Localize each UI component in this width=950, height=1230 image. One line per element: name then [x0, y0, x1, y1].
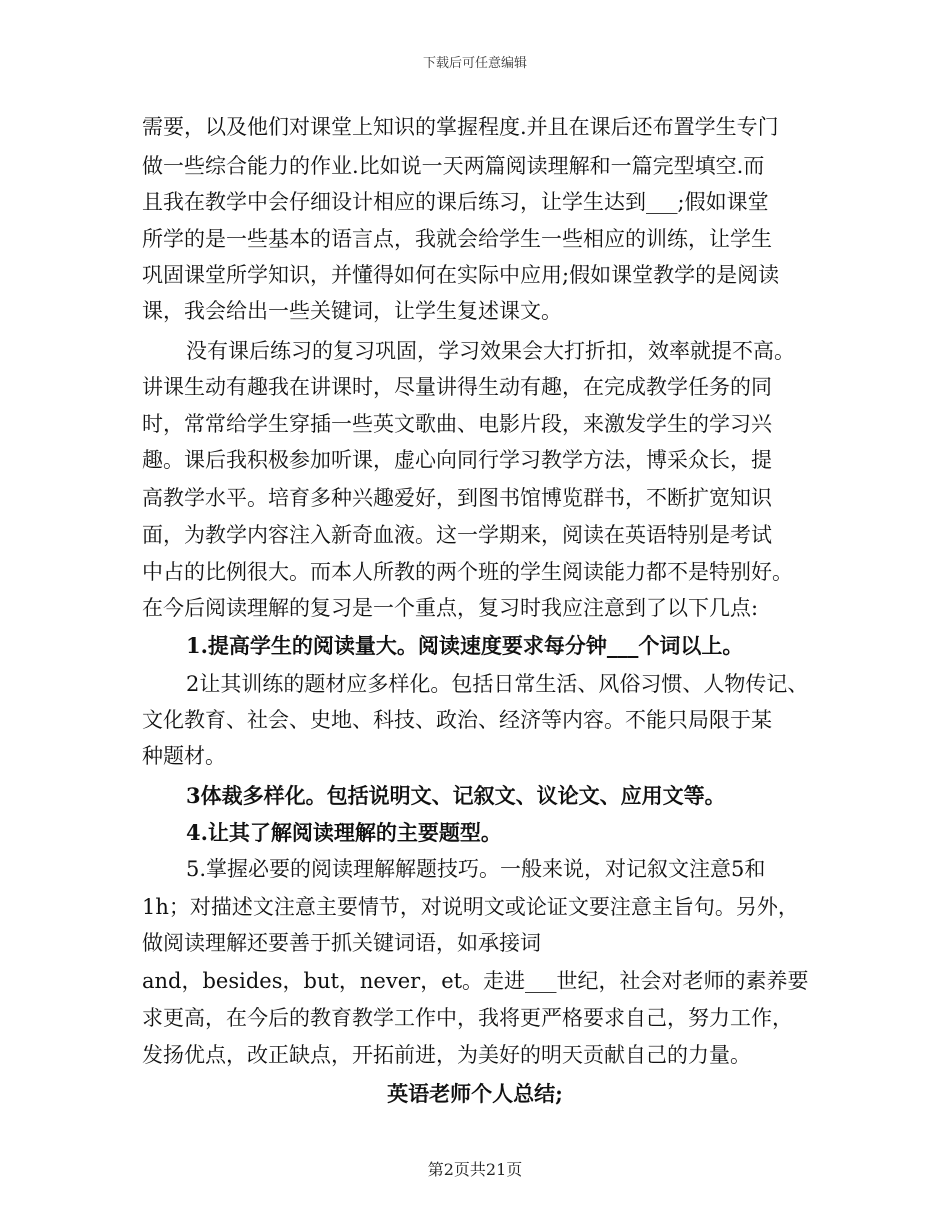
body-line: 巩固课堂所学知识，并懂得如何在实际中应用;假如课堂教学的是阅读	[142, 263, 780, 287]
body-line: 做一些综合能力的作业.比如说一天两篇阅读理解和一篇完型填空.而	[142, 154, 765, 178]
body-line: 发扬优点，改正缺点，开拓前进，为美好的明天贡献自己的力量。	[142, 1043, 751, 1067]
section-title: 英语老师个人总结;	[387, 1081, 563, 1106]
body-line: 时，常常给学生穿插一些英文歌曲、电影片段，来激发学生的学习兴	[142, 412, 772, 436]
body-line: 在今后阅读理解的复习是一个重点，复习时我应注意到了以下几点:	[142, 596, 759, 620]
body-line: 讲课生动有趣我在讲课时，尽量讲得生动有趣，在完成教学任务的同	[142, 375, 772, 399]
list-item: 5.掌握必要的阅读理解解题技巧。一般来说，对记叙文注意5和	[186, 857, 766, 881]
body-line: 文化教育、社会、史地、科技、政治、经济等内容。不能只局限于某	[142, 708, 772, 732]
body-line: 课，我会给出一些关键词，让学生复述课文。	[142, 299, 562, 323]
page-header: 下载后可任意编辑	[422, 56, 527, 71]
list-item-bold: 4.让其了解阅读理解的主要题型。	[186, 820, 502, 845]
body-line: 且我在教学中会仔细设计相应的课后练习，让学生达到___;假如课堂	[142, 190, 769, 214]
page-number: 第2页共21页	[427, 1160, 523, 1179]
list-item: 2让其训练的题材应多样化。包括日常生活、风俗习惯、人物传记、	[186, 672, 809, 696]
body-line: 种题材。	[142, 744, 226, 768]
paragraph-first-line: 没有课后练习的复习巩固，学习效果会大打折扣，效率就提不高。	[186, 339, 795, 363]
body-line: 需要，以及他们对课堂上知识的掌握程度.并且在课后还布置学生专门	[142, 115, 779, 139]
body-line: 求更高，在今后的教育教学工作中，我将更严格要求自己，努力工作，	[142, 1006, 793, 1030]
body-line: 面，为教学内容注入新奇血液。这一学期来，阅读在英语特别是考试	[142, 523, 772, 547]
list-item-bold: 1.提高学生的阅读量大。阅读速度要求每分钟___个词以上。	[186, 633, 744, 658]
body-line: 1h；对描述文注意主要情节，对说明文或论证文要注意主旨句。另外，	[142, 895, 799, 919]
body-line: 高教学水平。培育多种兴趣爱好，到图书馆博览群书，不断扩宽知识	[142, 486, 772, 510]
body-line: and，besides，but，never，et。走进___世纪，社会对老师的素养要	[142, 969, 809, 993]
body-line: 中占的比例很大。而本人所教的两个班的学生阅读能力都不是特别好。	[142, 560, 793, 584]
body-line: 趣。课后我积极参加听课，虚心向同行学习教学方法，博采众长，提	[142, 448, 772, 472]
body-line: 做阅读理解还要善于抓关键词语，如承接词	[142, 931, 541, 955]
body-line: 所学的是一些基本的语言点，我就会给学生一些相应的训练，让学生	[142, 227, 772, 251]
list-item-bold: 3体裁多样化。包括说明文、记叙文、议论文、应用文等。	[186, 783, 726, 808]
